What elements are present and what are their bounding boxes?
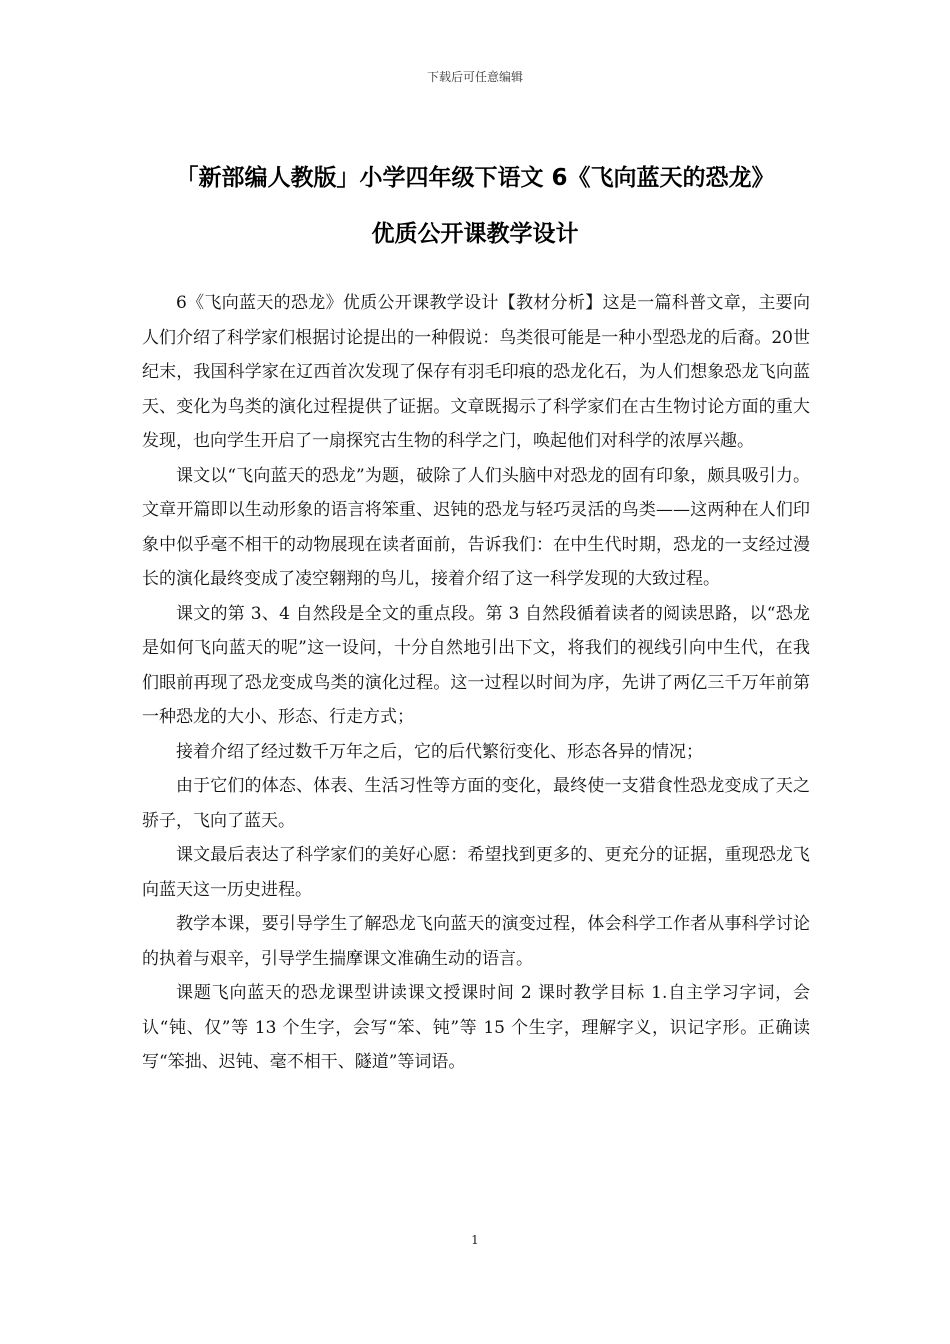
- document-title: [100, 150, 850, 262]
- document-body: [142, 286, 810, 1080]
- paragraph: 课文的第 3、4 自然段是全文的重点段。第 3 自然段循着读者的阅读思路，以“恐龙是如何飞向蓝天的呢”这一设问，十分自然地引出下文，将我们的视线引向中生代，在我们眼前再现了恐龙变成鸟类的演化过程。这一过程以时间为序，先讲了两亿三千万年前第一种恐龙的大小、形态、行走方式；: [142, 603, 810, 727]
- paragraph: 教学本课，要引导学生了解恐龙飞向蓝天的演变过程，体会科学工作者从事科学讨论的执着与艰辛，引导学生揣摩课文准确生动的语言。: [142, 914, 810, 969]
- paragraph: 课题飞向蓝天的恐龙课型讲读课文授课时间 2 课时教学目标 1.自主学习字词，会认“钝、仅”等 13 个生字，会写“笨、钝”等 15 个生字，理解字义，识记字形。正确读写“笨拙、迟钝、毫不相干、隧道”等词语。: [142, 983, 810, 1072]
- page-number: 1: [471, 1233, 479, 1247]
- paragraph: 课文以“飞向蓝天的恐龙”为题，破除了人们头脑中对恐龙的固有印象，颇具吸引力。文章开篇即以生动形象的语言将笨重、迟钝的恐龙与轻巧灵活的鸟类——这两种在人们印象中似乎毫不相干的动物展现在读者面前，告诉我们：在中生代时期，恐龙的一支经过漫长的演化最终变成了凌空翱翔的鸟儿，接着介绍了这一科学发现的大致过程。: [142, 465, 810, 589]
- paragraph: 6《飞向蓝天的恐龙》优质公开课教学设计【教材分析】这是一篇科普文章，主要向人们介绍了科学家们根据讨论提出的一种假说：鸟类很可能是一种小型恐龙的后裔。20世纪末，我国科学家在辽西首次发现了保存有羽毛印痕的恐龙化石，为人们想象恐龙飞向蓝天、变化为鸟类的演化过程提供了证据。文章既揭示了科学家们在古生物讨论方面的重大发现，也向学生开启了一扇探究古生物的科学之门，唤起他们对科学的浓厚兴趣。: [142, 293, 810, 451]
- title-line-2: 优质公开课教学设计: [371, 221, 579, 247]
- paragraph: 接着介绍了经过数千万年之后，它的后代繁衍变化、形态各异的情况；: [176, 741, 703, 762]
- paragraph: 课文最后表达了科学家们的美好心愿：希望找到更多的、更充分的证据，重现恐龙飞向蓝天这一历史进程。: [142, 845, 810, 900]
- paragraph: 由于它们的体态、体表、生活习性等方面的变化，最终使一支猎食性恐龙变成了天之骄子，飞向了蓝天。: [142, 776, 810, 831]
- title-line-1: 「新部编人教版」小学四年级下语文 6《飞向蓝天的恐龙》: [175, 165, 775, 191]
- header-note: 下载后可任意编辑: [426, 70, 523, 84]
